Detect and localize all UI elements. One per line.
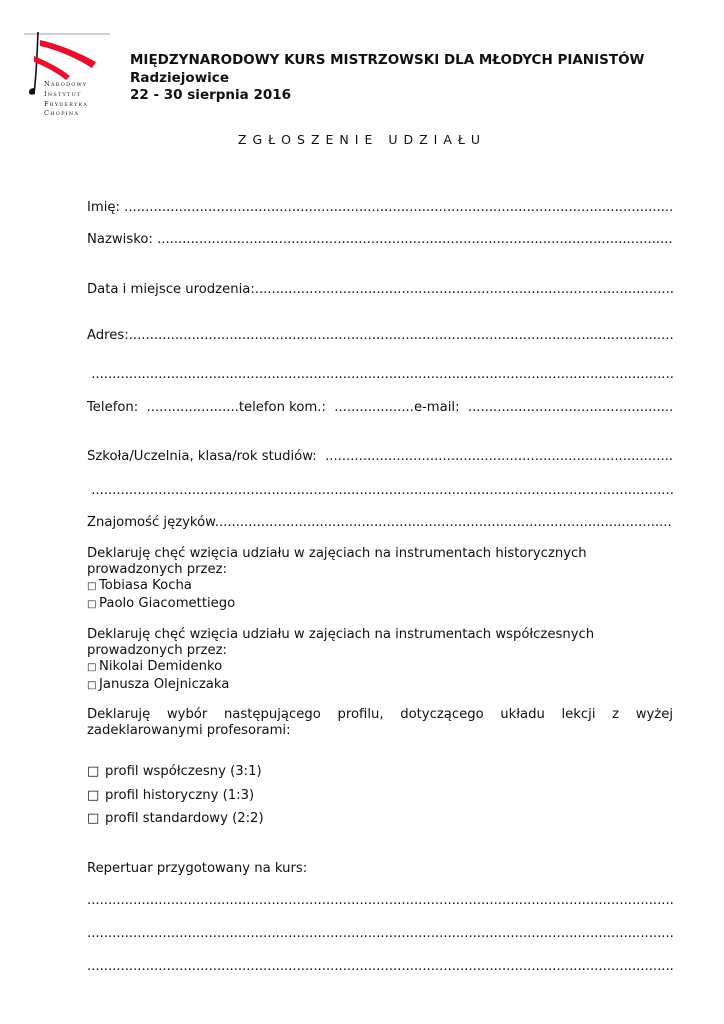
repertoire-line-3[interactable] [87, 959, 673, 974]
address-field-continued[interactable] [87, 367, 673, 382]
school-field-continued[interactable] [87, 483, 673, 498]
last-name-label: Nazwisko: [87, 232, 158, 247]
course-title: MIĘDZYNARODOWY KURS MISTRZOWSKI DLA MŁODYCH PIANISTÓW [130, 52, 645, 68]
historical-text-1: Deklaruję chęć wzięcia udziału w zajęciach na instrumentach historycznych [87, 546, 587, 561]
phone-label: Telefon: [87, 400, 147, 415]
logo-line-2: Instytut [44, 89, 82, 98]
checkbox-icon[interactable]: □ [87, 598, 97, 610]
option-profile-modern[interactable]: □ profil współczesny (3:1) [87, 764, 262, 779]
logo-line-3: Fryderyka [44, 99, 89, 108]
logo-line-4: Chopina [44, 109, 80, 118]
school-field[interactable] [87, 449, 673, 464]
course-dates: 22 - 30 sierpnia 2016 [130, 87, 292, 103]
repertoire-line-1[interactable] [87, 893, 673, 908]
historical-section [87, 546, 673, 613]
logo-text [44, 80, 88, 119]
repertoire-label: Repertuar przygotowany na kurs: [87, 861, 308, 876]
modern-section [87, 627, 673, 694]
option-paolo-giacomettiego[interactable]: □ Paolo Giacomettiego [87, 596, 673, 613]
contact-row[interactable]: Telefon: ......................telefon kom.: ...................e-mail: ..... [87, 400, 673, 415]
address-label: Adres: [87, 328, 129, 343]
birth-field[interactable] [87, 282, 673, 297]
profile-section [87, 707, 673, 739]
mobile-label: telefon kom.: [238, 400, 335, 415]
option-profile-standard[interactable]: □ profil standardowy (2:2) [87, 811, 264, 826]
languages-field[interactable] [87, 515, 673, 530]
option-nikolai-demidenko[interactable]: □ Nikolai Demidenko [87, 659, 673, 676]
option-tobiasa-kocha[interactable]: □ Tobiasa Kocha [87, 578, 673, 595]
course-location: Radziejowice [130, 69, 229, 86]
first-name-label: Imię: [87, 200, 125, 215]
school-label: Szkoła/Uczelnia, klasa/rok studiów: [87, 449, 326, 464]
languages-label: Znajomość języków [87, 515, 215, 530]
profile-text: Deklaruję wybór następującego profilu, dotyczącego układu lekcji z wyżej zadeklarowanymi profesorami: [87, 707, 673, 739]
checkbox-icon[interactable]: □ [87, 811, 100, 826]
checkbox-icon[interactable]: □ [87, 662, 97, 674]
checkbox-icon[interactable]: □ [87, 679, 97, 691]
form-title: ZGŁOSZENIE UDZIAŁU [237, 132, 487, 147]
modern-text-1: Deklaruję chęć wzięcia udziału w zajęciach na instrumentach współczesnych [87, 627, 595, 642]
checkbox-icon[interactable]: □ [87, 581, 97, 593]
address-field[interactable] [87, 328, 673, 343]
last-name-field[interactable] [87, 232, 673, 247]
checkbox-icon[interactable]: □ [87, 788, 100, 803]
option-profile-historical[interactable]: □ profil historyczny (1:3) [87, 788, 255, 803]
email-label: e-mail: [413, 400, 468, 415]
document-header [130, 52, 644, 105]
repertoire-line-2[interactable] [87, 926, 673, 941]
birth-label: Data i miejsce urodzenia: [87, 282, 255, 297]
modern-text-2: prowadzonych przez: [87, 643, 227, 659]
option-janusza-olejniczaka[interactable]: □ Janusza Olejniczaka [87, 677, 673, 694]
logo-line-1: Narodowy [44, 80, 88, 88]
checkbox-icon[interactable]: □ [87, 764, 100, 779]
historical-text-2: prowadzonych przez: [87, 562, 227, 578]
first-name-field[interactable] [87, 200, 673, 215]
